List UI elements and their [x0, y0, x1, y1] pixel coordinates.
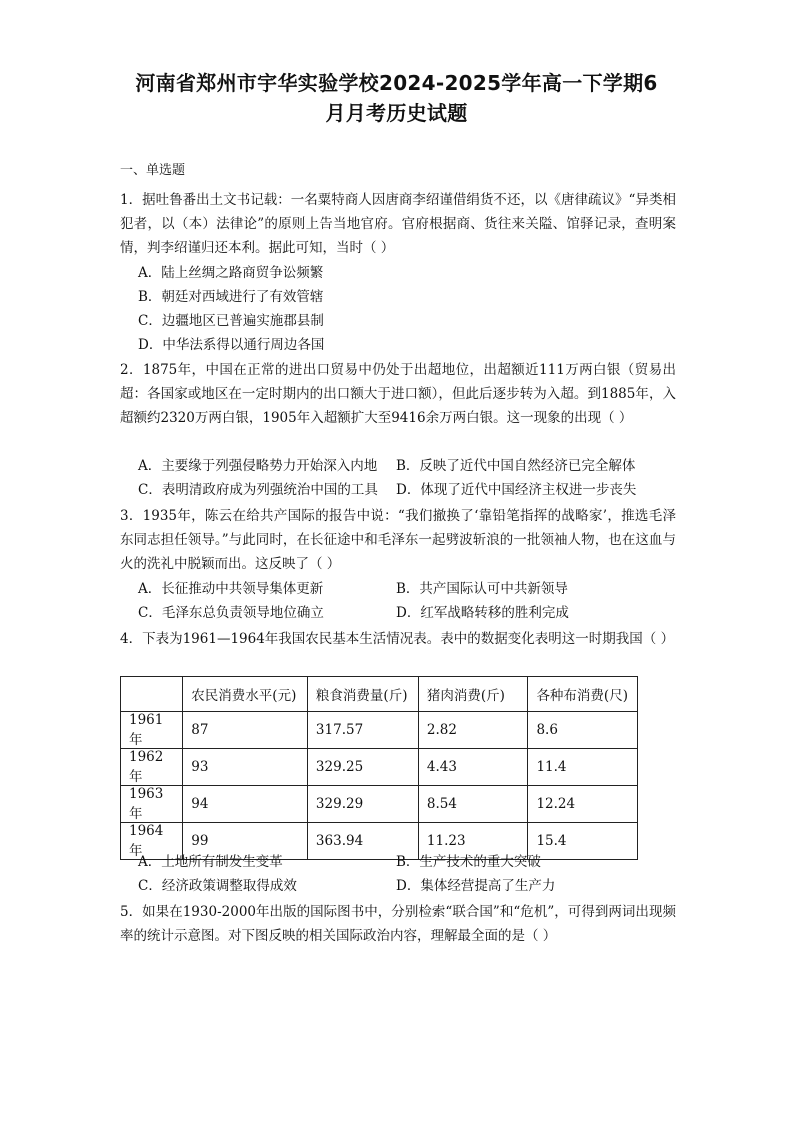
table-cell: 94	[183, 786, 308, 823]
table-cell: 11.23	[418, 823, 528, 860]
table-header-cell: 农民消费水平(元)	[183, 677, 308, 712]
question-2-option-b: B．反映了近代中国自然经济已完全解体	[396, 458, 636, 474]
table-header-cell: 猪肉消费(斤)	[418, 677, 528, 712]
table-row	[121, 712, 638, 749]
exam-title-line2: 月月考历史试题	[325, 101, 468, 125]
table-cell: 12.24	[528, 786, 638, 823]
table-header-cell: 粮食消费量(斤)	[307, 677, 418, 712]
question-2-option-d: D．体现了近代中国经济主权进一步丧失	[396, 482, 637, 498]
table-cell: 317.57	[307, 712, 418, 749]
table-row	[121, 749, 638, 786]
table-cell: 11.4	[528, 749, 638, 786]
question-4-option-a: A．土地所有制发生变革	[138, 854, 283, 870]
question-1-option-c: C．边疆地区已普遍实施郡县制	[138, 313, 324, 329]
table-cell: 2.82	[418, 712, 528, 749]
table-row	[121, 786, 638, 823]
question-1-stem: 1．据吐鲁番出土文书记载：一名粟特商人因唐商李绍谨借绢货不还，以《唐律疏议》“异类相犯者，以（本）法律论”的原则上告当地官府。官府根据商、货往来关隘、馆驿记录，查明案情，判李绍谨归还本利。据此可知，当时（ ）	[120, 192, 676, 256]
question-4-option-b: B．生产技术的重大突破	[396, 854, 541, 870]
question-1-option-d: D．中华法系得以通行周边各国	[138, 337, 325, 353]
table-cell: 8.54	[418, 786, 528, 823]
question-5-stem: 5．如果在1930-2000年出版的国际图书中，分别检索“联合国”和“危机”，可得到两词出现频率的统计示意图。对下图反映的相关国际政治内容，理解最全面的是（ ）	[120, 904, 676, 944]
question-2-option-c: C．表明清政府成为列强统治中国的工具	[138, 482, 378, 498]
table-cell: 363.94	[307, 823, 418, 860]
question-3-option-d: D．红军战略转移的胜利完成	[396, 605, 569, 621]
table-cell: 1964年	[121, 823, 183, 860]
table-cell: 329.25	[307, 749, 418, 786]
table-cell: 8.6	[528, 712, 638, 749]
question-3-option-c: C．毛泽东总负责领导地位确立	[138, 605, 324, 621]
question-1-option-b: B．朝廷对西域进行了有效管辖	[138, 289, 324, 305]
table-cell: 329.29	[307, 786, 418, 823]
question-1-option-a: A．陆上丝绸之路商贸争讼频繁	[138, 265, 324, 281]
table-cell: 93	[183, 749, 308, 786]
question-2-stem: 2．1875年，中国在正常的进出口贸易中仍处于出超地位，出超额近111万两白银（贸易出超：各国家或地区在一定时期内的出口额大于进口额），但此后逐步转为入超。到1885年，入超额约2320万两白银，1905年入超额扩大至9416余万两白银。这一现象的出现（ ）	[120, 362, 676, 426]
table-header-row	[121, 677, 638, 712]
question-4-option-d: D．集体经营提高了生产力	[396, 878, 556, 894]
question-4-stem: 4．下表为1961—1964年我国农民基本生活情况表。表中的数据变化表明这一时期我国（ ）	[120, 631, 675, 647]
table-header-cell	[121, 677, 183, 712]
table-cell: 87	[183, 712, 308, 749]
question-3-stem: 3．1935年，陈云在给共产国际的报告中说：“我们撤换了‘靠铅笔指挥的战略家’，推选毛泽东同志担任领导。”与此同时，在长征途中和毛泽东一起劈波斩浪的一批领袖人物，也在这血与火的洗礼中脱颖而出。这反映了（ ）	[120, 508, 676, 572]
table-cell: 1961年	[121, 712, 183, 749]
table-cell: 99	[183, 823, 308, 860]
table-cell: 1963年	[121, 786, 183, 823]
consumption-table	[120, 676, 638, 860]
section-heading: 一、单选题	[120, 163, 186, 178]
question-4-option-c: C．经济政策调整取得成效	[138, 878, 297, 894]
question-3-option-b: B．共产国际认可中共新领导	[396, 581, 568, 597]
table-cell: 15.4	[528, 823, 638, 860]
question-2-option-a: A．主要缘于列强侵略势力开始深入内地	[138, 458, 378, 474]
table-cell: 4.43	[418, 749, 528, 786]
table-header-cell: 各种布消费(尺)	[528, 677, 638, 712]
question-3-option-a: A．长征推动中共领导集体更新	[138, 581, 324, 597]
exam-title-line1: 河南省郑州市宇华实验学校2024-2025学年高一下学期6	[135, 71, 658, 95]
table-cell: 1962年	[121, 749, 183, 786]
